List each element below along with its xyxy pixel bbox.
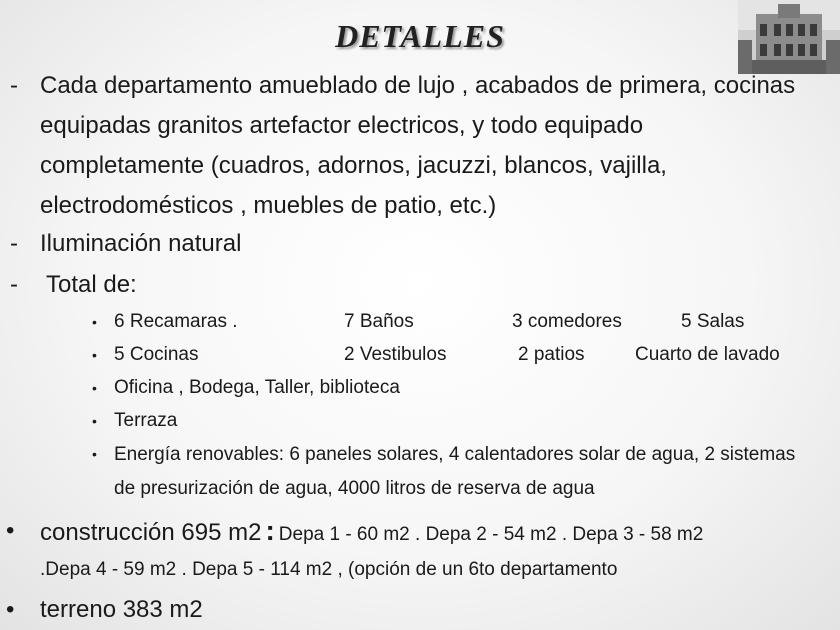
total-bathrooms: 7 Baños <box>344 311 414 332</box>
detail-text-lighting: Iluminación natural <box>40 230 242 257</box>
bullet-icon: • <box>6 596 15 623</box>
page-title: DETALLES <box>335 18 505 54</box>
detail-text-totals: Total de: <box>46 271 137 298</box>
total-patios: 2 patios <box>518 344 585 365</box>
total-bedrooms: 6 Recamaras . <box>114 311 238 332</box>
bullet-icon: • <box>92 347 97 363</box>
bullet-icon: • <box>6 517 15 544</box>
construction-units-2: .Depa 4 - 59 m2 . Depa 5 - 114 m2 , (opción de un 6to departamento <box>40 559 618 580</box>
bullet-icon: • <box>92 314 97 330</box>
construction-text <box>40 513 703 553</box>
total-renewable-energy: Energía renovables: 6 paneles solares, 4 calentadores solar de agua, 2 sistemas de presurización de agua, 4000 litros de reserva de agua <box>114 444 796 499</box>
land-line <box>0 593 840 627</box>
building-photo <box>738 0 840 74</box>
totals-row-5 <box>0 438 840 508</box>
total-kitchens: 5 Cocinas <box>114 344 199 365</box>
dash-marker: - <box>10 271 18 298</box>
construction-units-1: Depa 1 - 60 m2 . Depa 2 - 54 m2 . Depa 3 - 58 m2 <box>278 524 704 545</box>
totals-row-4 <box>0 405 840 437</box>
totals-row-2 <box>0 339 840 371</box>
totals-row-3 <box>0 372 840 404</box>
bullet-icon: • <box>92 380 97 396</box>
total-vestibules: 2 Vestibulos <box>344 344 447 365</box>
land-text: terreno 383 m2 <box>40 596 203 623</box>
construction-label: construcción 695 m2 <box>40 519 262 546</box>
totals-row-1 <box>0 306 840 338</box>
total-terrace: Terraza <box>114 410 178 431</box>
detail-text-furnished: Cada departamento amueblado de lujo , acabados de primera, cocinas equipadas granitos artefactor electricos, y todo equipado completamente (cuadros, adornos, jacuzzi, blancos, vajilla, electrodomésticos , muebles de patio, etc.) <box>40 72 796 219</box>
total-living: 5 Salas <box>681 311 745 332</box>
bullet-icon: • <box>92 446 97 462</box>
total-laundry: Cuarto de lavado <box>635 344 780 365</box>
construction-colon: : <box>265 515 275 546</box>
dash-marker: - <box>10 230 18 257</box>
dash-marker: - <box>10 72 18 99</box>
construction-line-1 <box>0 513 840 549</box>
bullet-icon: • <box>92 413 97 429</box>
total-dining: 3 comedores <box>512 311 622 332</box>
total-office: Oficina , Bodega, Taller, biblioteca <box>114 377 400 398</box>
